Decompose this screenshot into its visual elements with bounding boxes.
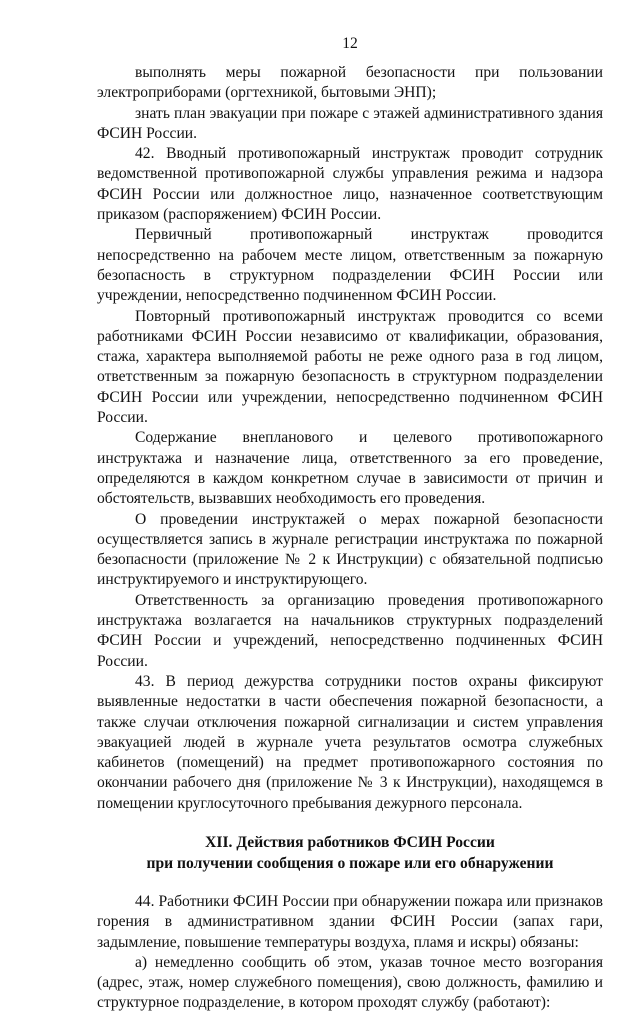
paragraph: Ответственность за организацию проведения противопожарного инструктажа возлагается на начальников структурных подразделений ФСИН России и учреждений, непосредственно подчиненных ФСИН России. (97, 591, 603, 670)
paragraph: 43. В период дежурства сотрудники постов охраны фиксируют выявленные недостатки в части обеспечения пожарной безопасности, а также случаи отключения пожарной сигнализации и систем управления эвакуацией людей в журнале учета результатов осмотра служебных кабинетов (помещений) на предмет противопожарного состояния по окончании рабочего дня (приложение № 3 к Инструкции), находящемся в помещении круглосуточного пребывания дежурного персонала. (97, 672, 603, 812)
paragraph: 42. Вводный противопожарный инструктаж проводит сотрудник ведомственной противопожарной службы управления режима и надзора ФСИН России или должностное лицо, назначенное соответствующим приказом (распоряжением) ФСИН России. (97, 145, 603, 224)
paragraph: Содержание внепланового и целевого противопожарного инструктажа и назначение лица, ответственного за его проведение, определяются в каждом конкретном случае в зависимости от причин и обстоятельств, вызвавших необходимость его проведения. (97, 429, 603, 508)
paragraph: а) немедленно сообщить об этом, указав точное место возгорания (адрес, этаж, номер служебного помещения), свою должность, фамилию и структурное подразделение, в котором проходят службу (работают): (97, 953, 603, 1012)
paragraph: знать план эвакуации при пожаре с этажей административного здания ФСИН России. (97, 104, 603, 142)
paragraph: Первичный противопожарный инструктаж проводится непосредственно на рабочем месте лицом, ответственным за пожарную безопасность в структурном подразделении ФСИН России или учреждении, непосредственно подчиненном ФСИН России. (97, 226, 603, 305)
paragraph: выполнять меры пожарной безопасности при пользовании электроприборами (оргтехникой, бытовыми ЭНП); (97, 64, 603, 102)
section-title-line-1: XII. Действия работников ФСИН России (205, 833, 495, 851)
section-title-line-2: при получении сообщения о пожаре или его обнаружении (146, 854, 554, 872)
paragraph: О проведении инструктажей о мерах пожарной безопасности осуществляется запись в журнале регистрации инструктажа по пожарной безопасности (приложение № 2 к Инструкции) с обязательной подписью инструктируемого и инструктирующего. (97, 510, 603, 589)
page-number: 12 (342, 35, 358, 52)
section-heading (97, 832, 603, 874)
paragraph: Повторный противопожарный инструктаж проводится со всеми работниками ФСИН России независимо от квалификации, образования, стажа, характера выполняемой работы не реже одного раза в год лицом, ответственным за пожарную безопасность в структурном подразделении ФСИН России или учреждении, непосредственно подчиненном ФСИН России. (97, 307, 603, 427)
body-after-section (97, 892, 603, 1014)
body-before-section (97, 63, 603, 814)
paragraph: 44. Работники ФСИН России при обнаружении пожара или признаков горения в административном здании ФСИН России (запах гари, задымление, повышение температуры воздуха, пламя и искры) обязаны: (97, 892, 603, 951)
document-page (97, 34, 603, 1014)
